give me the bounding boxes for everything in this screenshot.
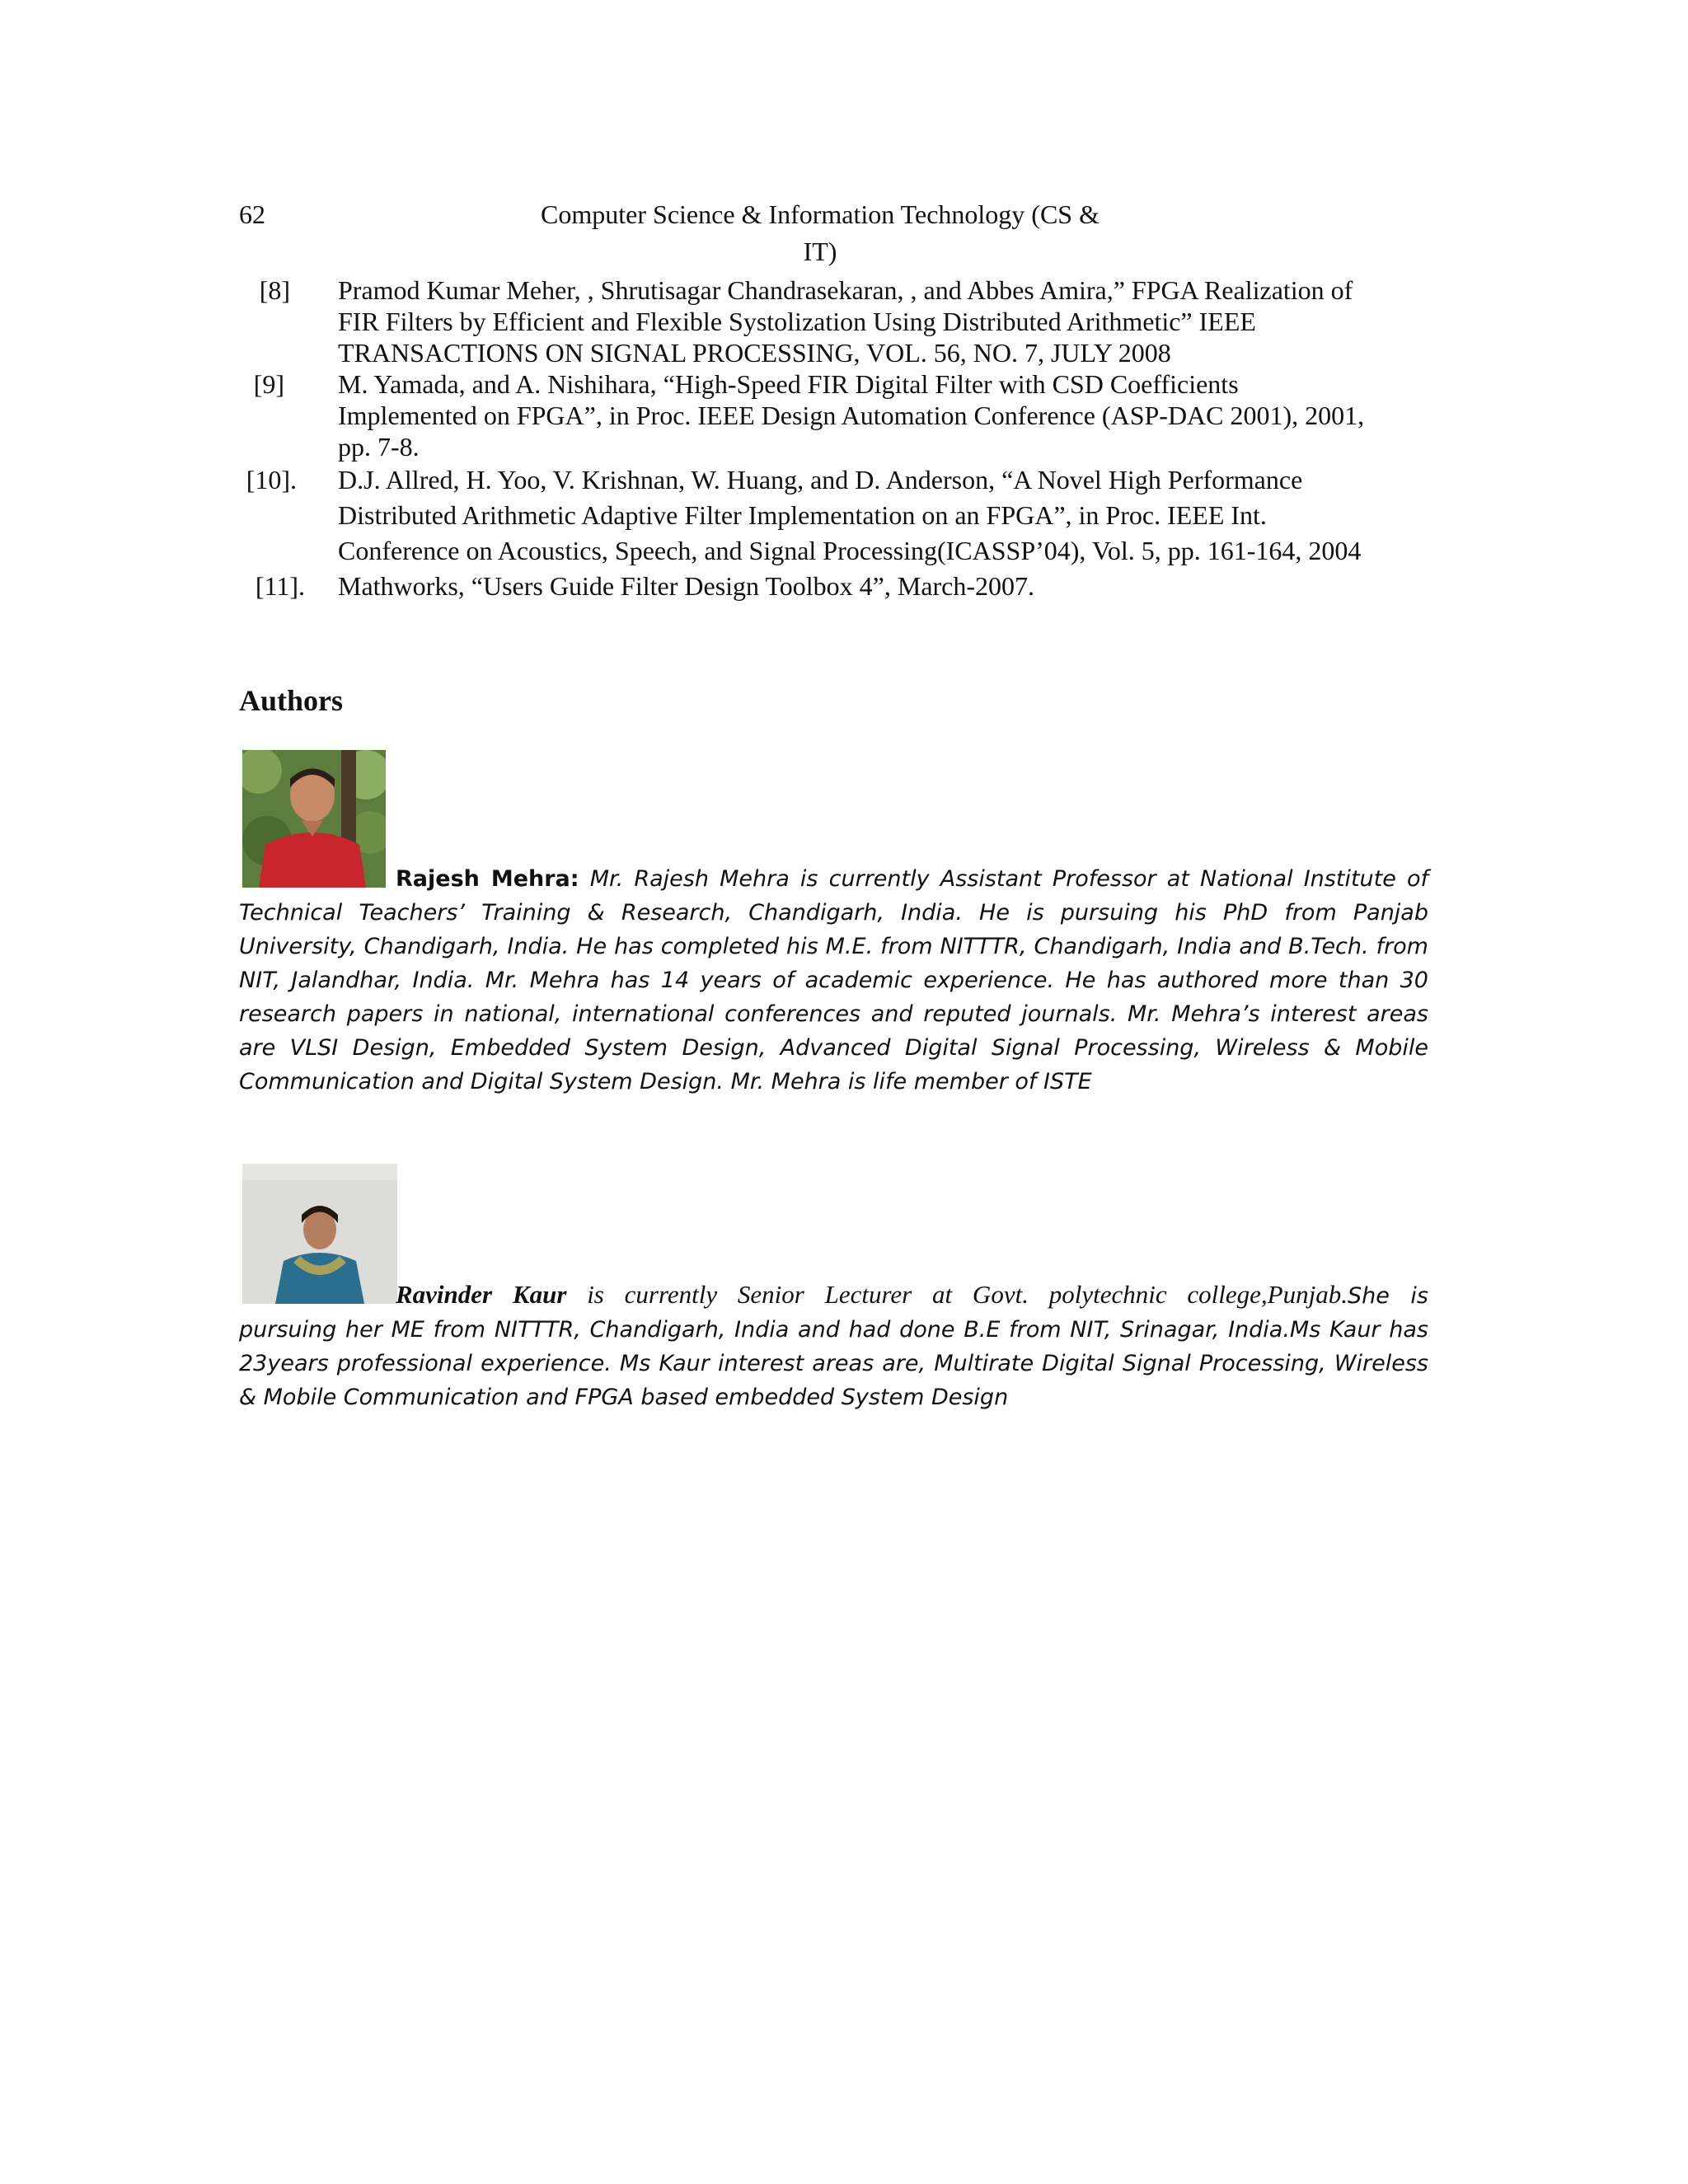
- reference-line: pp. 7-8.: [338, 432, 420, 462]
- bio-first-line: [239, 862, 1428, 896]
- reference-text: [338, 569, 1430, 604]
- author-bio-ravinder-kaur: [239, 1277, 1428, 1414]
- bio-text: pursuing her ME from NITTTR, Chandigarh, India and had done B.E from NIT, Srinagar, India.Ms Kaur has 23years professional experience. Ms Kaur interest areas are, Multirate Digital Signal Processing, Wireless & Mobile Communication and FPGA based embedded System Design: [239, 1317, 1428, 1410]
- reference-text: [338, 274, 1430, 368]
- reference-number: [9]: [253, 369, 284, 399]
- bio-text: is currently Senior Lecturer at Govt. polytechnic college,Punjab.: [587, 1280, 1348, 1309]
- authors-heading: Authors: [239, 684, 344, 717]
- reference-9: [239, 368, 1434, 462]
- reference-text: [338, 368, 1430, 462]
- reference-line: Mathworks, “Users Guide Filter Design Toolbox 4”, March-2007.: [338, 571, 1035, 601]
- reference-line: TRANSACTIONS ON SIGNAL PROCESSING, VOL. 56, NO. 7, JULY 2008: [338, 338, 1171, 368]
- reference-text: [338, 462, 1430, 569]
- reference-number: [11].: [255, 571, 305, 601]
- bio-text: Technical Teachers’ Training & Research, Chandigarh, India. He is pursuing his PhD from Panjab University, Chandigarh, India. He has completed his M.E. from NITTTR, Chandigarh, India and B.Tech. from NIT, Jalandhar, India. Mr. Mehra has 14 years of academic experience. He has authored more than 30 research papers in national, international conferences and reputed journals. Mr. Mehra’s interest areas are VLSI Design, Embedded System Design, Advanced Digital Signal Processing, Wireless & Mobile Communication and Digital System Design. Mr. Mehra is life member of ISTE: [239, 900, 1428, 1094]
- reference-11: [239, 569, 1434, 604]
- journal-title: Computer Science & Information Technology (CS & IT): [541, 199, 1100, 266]
- reference-number: [10].: [246, 465, 297, 494]
- bio-text: Mr. Rajesh Mehra is currently Assistant Professor at National Institute of: [589, 866, 1429, 892]
- bio-text: She is: [1347, 1283, 1429, 1309]
- reference-number: [8]: [259, 275, 290, 305]
- reference-line: D.J. Allred, H. Yoo, V. Krishnan, W. Huang, and D. Anderson, “A Novel High Performance: [338, 465, 1303, 494]
- references-list: [239, 274, 1434, 604]
- bio-serif-text: [396, 1280, 1348, 1309]
- running-header: [239, 196, 1430, 266]
- author-name: Ravinder Kaur: [396, 1280, 567, 1309]
- reference-line: FIR Filters by Efficient and Flexible Systolization Using Distributed Arithmetic” IEEE: [338, 307, 1256, 336]
- reference-line: Pramod Kumar Meher, , Shrutisagar Chandrasekaran, , and Abbes Amira,” FPGA Realization of: [338, 275, 1353, 305]
- reference-line: Conference on Acoustics, Speech, and Signal Processing(ICASSP’04), Vol. 5, pp. 161-164, 2004: [338, 536, 1362, 565]
- reference-line: Distributed Arithmetic Adaptive Filter Implementation on an FPGA”, in Proc. IEEE Int.: [338, 500, 1267, 530]
- author-bio-rajesh-mehra: [239, 862, 1428, 1099]
- author-name: Rajesh Mehra:: [396, 866, 579, 892]
- reference-line: M. Yamada, and A. Nishihara, “High-Speed FIR Digital Filter with CSD Coefficients: [338, 369, 1239, 399]
- reference-line: Implemented on FPGA”, in Proc. IEEE Design Automation Conference (ASP-DAC 2001), 2001,: [338, 401, 1365, 430]
- page-number: 62: [239, 199, 265, 229]
- reference-8: [239, 274, 1434, 368]
- bio-first-line: [239, 1277, 1428, 1313]
- reference-10: [239, 462, 1434, 569]
